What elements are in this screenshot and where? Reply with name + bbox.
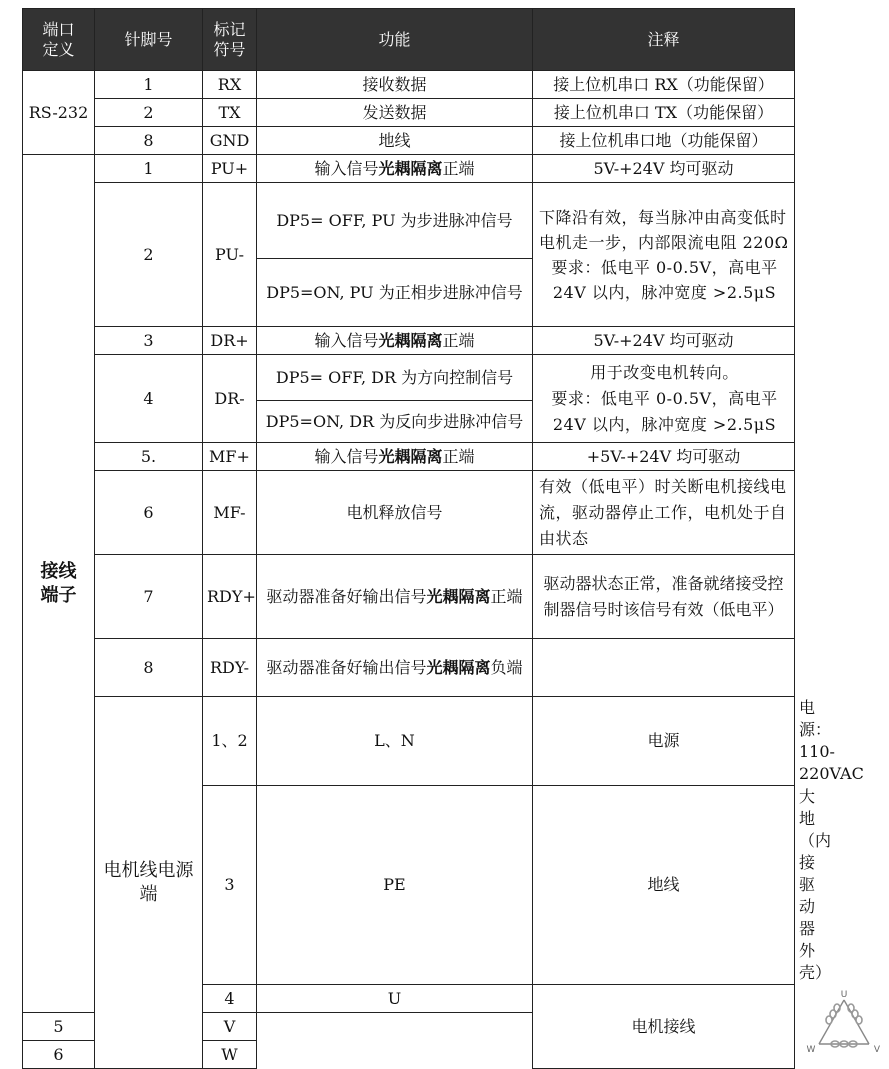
mark-cell: DR-: [203, 355, 257, 443]
function-cell: 地线: [257, 127, 533, 155]
pinout-table-wrapper: [22, 8, 881, 1064]
function-text: 输入信号: [314, 330, 379, 350]
group-terminal: 接线端子: [23, 155, 95, 1013]
function-text: 输入信号: [314, 446, 379, 466]
table-row: [23, 639, 795, 697]
table-row: [23, 127, 795, 155]
mark-cell: L、N: [257, 697, 533, 786]
function-cell: DP5= OFF, DR 为方向控制信号: [257, 355, 533, 401]
header-function: 功能: [257, 9, 533, 71]
pin-cell: 4: [203, 985, 257, 1013]
mark-cell: V: [203, 1013, 257, 1041]
pin-cell: 5: [23, 1013, 95, 1041]
note-cell: [533, 355, 795, 443]
header-note: 注释: [533, 9, 795, 71]
function-text: 驱动器准备好输出信号: [266, 586, 427, 606]
pin-cell: 8: [95, 639, 203, 697]
function-cell: DP5=ON, DR 为反向步进脉冲信号: [257, 401, 533, 443]
function-cell: DP5= OFF, PU 为步进脉冲信号: [257, 183, 533, 259]
label-v: V: [873, 1044, 881, 1055]
mark-cell: GND: [203, 127, 257, 155]
function-cell: 电机释放信号: [257, 471, 533, 555]
function-cell: 接收数据: [257, 71, 533, 99]
table-row: [23, 155, 795, 183]
mark-cell: PU-: [203, 183, 257, 327]
label-u: U: [840, 989, 848, 1000]
function-bold-text: 光耦隔离: [378, 446, 443, 466]
mark-cell: RDY-: [203, 639, 257, 697]
group-rs232: RS-232: [23, 71, 95, 155]
group-motor: 电机线电源端: [95, 697, 203, 1069]
header-mark: 标记符号: [203, 9, 257, 71]
pin-cell: 2: [95, 183, 203, 327]
mark-cell: DR+: [203, 327, 257, 355]
note-text: 要求：低电平 0-0.5V，高电平 24V 以内，脉冲宽度 >2.5μS: [551, 388, 778, 434]
mark-cell: U: [257, 985, 533, 1013]
mark-cell: MF+: [203, 443, 257, 471]
function-cell: [257, 639, 533, 697]
label-w: W: [806, 1044, 816, 1055]
mark-cell: RX: [203, 71, 257, 99]
function-text: 输入信号: [314, 158, 379, 178]
pin-cell: 1: [95, 155, 203, 183]
pin-cell: 6: [23, 1041, 95, 1069]
function-cell: [257, 327, 533, 355]
note-text: 用于改变电机转向。: [590, 362, 739, 382]
function-cell: [257, 155, 533, 183]
mark-cell: PU+: [203, 155, 257, 183]
table-row: [23, 443, 795, 471]
note-cell: [533, 639, 795, 697]
function-cell: 电机接线: [533, 985, 795, 1069]
coil-symbols: [826, 1004, 862, 1047]
table-row: [23, 71, 795, 99]
function-cell: [257, 555, 533, 639]
motor-winding-diagram: [799, 988, 889, 1060]
function-bold-text: 光耦隔离: [426, 586, 491, 606]
note-cell: 5V-+24V 均可驱动: [533, 155, 795, 183]
table-row: [23, 183, 795, 259]
table-row: [23, 327, 795, 355]
note-cell: 驱动器状态正常，准备就绪接受控制器信号时该信号有效（低电平）: [533, 555, 795, 639]
pin-cell: 7: [95, 555, 203, 639]
function-cell: [257, 443, 533, 471]
note-cell: 5V-+24V 均可驱动: [533, 327, 795, 355]
function-text: 正端: [442, 158, 475, 178]
note-text: 下降沿有效，每当脉冲由高变低时电机走一步，内部限流电阻 220Ω: [539, 207, 789, 252]
mark-cell: MF-: [203, 471, 257, 555]
pin-cell: 8: [95, 127, 203, 155]
mark-cell: RDY+: [203, 555, 257, 639]
pin-cell: 1、2: [203, 697, 257, 786]
function-text: 驱动器准备好输出信号: [266, 657, 427, 677]
note-cell: [533, 183, 795, 327]
table-row: [23, 355, 795, 401]
note-cell: 接上位机串口 RX（功能保留）: [533, 71, 795, 99]
pin-cell: 6: [95, 471, 203, 555]
table-row: [23, 99, 795, 127]
pin-cell: 3: [95, 327, 203, 355]
function-cell: DP5=ON, PU 为正相步进脉冲信号: [257, 259, 533, 327]
pin-cell: 4: [95, 355, 203, 443]
note-text: 要求：低电平 0-0.5V，高电平 24V 以内，脉冲宽度 >2.5μS: [551, 257, 778, 302]
table-row: 电机线电源端 1、2 L、N 电源 电源：110-220VAC: [23, 697, 795, 786]
table-row: [23, 555, 795, 639]
mark-cell: TX: [203, 99, 257, 127]
function-text: 正端: [490, 586, 523, 606]
note-cell: 接上位机串口地（功能保留）: [533, 127, 795, 155]
mark-cell: W: [203, 1041, 257, 1069]
table-row: [23, 471, 795, 555]
pin-cell: 2: [95, 99, 203, 127]
function-cell: 发送数据: [257, 99, 533, 127]
header-port: 端口定义: [23, 9, 95, 71]
function-bold-text: 光耦隔离: [378, 330, 443, 350]
header-pin: 针脚号: [95, 9, 203, 71]
function-text: 正端: [442, 446, 475, 466]
function-text: 正端: [442, 330, 475, 350]
note-cell: +5V-+24V 均可驱动: [533, 443, 795, 471]
function-cell: 电源: [533, 697, 795, 786]
header-row: [23, 9, 795, 71]
note-cell: 有效（低电平）时关断电机接线电流，驱动器停止工作，电机处于自由状态: [533, 471, 795, 555]
function-text: 负端: [490, 657, 523, 677]
pin-cell: 1: [95, 71, 203, 99]
pin-cell: 5.: [95, 443, 203, 471]
pin-cell: 3: [203, 786, 257, 985]
function-bold-text: 光耦隔离: [426, 657, 491, 677]
function-bold-text: 光耦隔离: [378, 158, 443, 178]
mark-cell: PE: [257, 786, 533, 985]
function-cell: 地线: [533, 786, 795, 985]
pinout-table: [22, 8, 881, 1069]
note-cell: 接上位机串口 TX（功能保留）: [533, 99, 795, 127]
table-row: 3 PE 地线 大地（内接驱动器外壳）: [23, 786, 795, 985]
